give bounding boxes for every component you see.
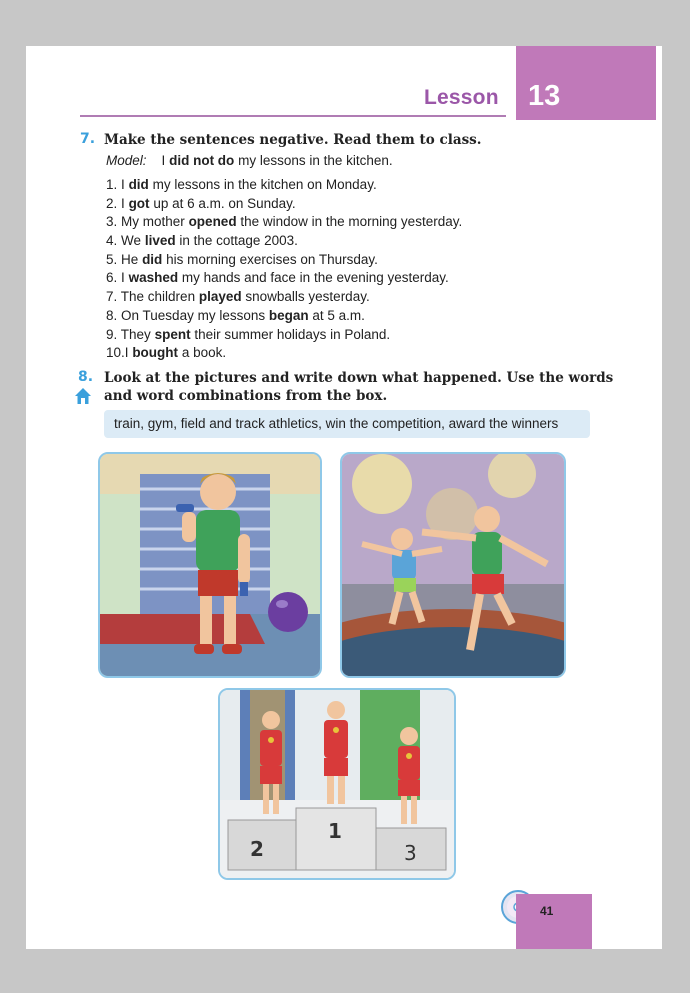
sentence-post: snowballs yesterday.	[245, 289, 370, 305]
exercise-8-title-line1: Look at the pictures and write down what happened. Use the words	[104, 370, 614, 386]
sentence-list	[106, 176, 462, 363]
sentence-item	[106, 307, 462, 326]
sentence-verb: got	[128, 195, 150, 211]
model-post: my lessons in the kitchen.	[238, 153, 393, 168]
word-box-text: train, gym, field and track athletics, win the competition, award the winners	[114, 416, 559, 431]
sentence-post: in the cottage 2003.	[179, 233, 298, 249]
sentence-pre: He	[121, 251, 139, 267]
sentence-post: my lessons in the kitchen on Monday.	[152, 177, 377, 192]
sentence-post: their summer holidays in Poland.	[194, 326, 391, 342]
sentence-verb: spent	[154, 326, 191, 342]
picture-gym	[98, 452, 322, 678]
sentence-pre: They	[120, 326, 151, 342]
sentence-number: 7.	[106, 289, 118, 305]
model-pre: I	[161, 153, 166, 168]
sentence-post: at 5 a.m.	[312, 307, 365, 323]
textbook-page	[26, 46, 662, 949]
picture-race	[340, 452, 566, 678]
sentence-pre: I	[121, 270, 125, 286]
sentence-pre: I	[124, 345, 129, 361]
picture-podium	[218, 688, 456, 880]
podium-place-2: 2	[250, 837, 264, 861]
sentence-verb: played	[198, 289, 242, 305]
exercise-7-title: Make the sentences negative. Read them to class.	[104, 132, 482, 148]
model-sentence	[106, 153, 393, 168]
sentence-number: 5.	[106, 251, 118, 267]
sentence-item	[106, 344, 462, 363]
sentence-item	[106, 251, 462, 270]
page-number-box	[516, 894, 592, 949]
page-number: 41	[540, 904, 554, 918]
lesson-number: 13	[528, 80, 561, 112]
sentence-item	[106, 269, 462, 288]
sentence-number: 10.	[106, 345, 125, 361]
sentence-post: the window in the morning yesterday.	[240, 214, 463, 230]
sentence-number: 8.	[106, 307, 118, 323]
podium-place-1: 1	[328, 819, 342, 843]
sentence-number: 9.	[106, 326, 118, 342]
sentence-item	[106, 288, 462, 307]
sentence-pre: My mother	[121, 214, 185, 230]
sentence-item	[106, 213, 462, 232]
sentence-item	[106, 232, 462, 251]
sentence-verb: bought	[132, 345, 179, 361]
header-divider	[80, 115, 506, 117]
sentence-item	[106, 326, 462, 345]
sentence-pre: The children	[120, 289, 196, 305]
exercise-8-number: 8.	[78, 369, 94, 385]
sentence-number: 3.	[106, 214, 118, 230]
sentence-verb: lived	[144, 233, 176, 249]
lesson-label: Lesson	[424, 86, 499, 109]
model-bold: did not do	[169, 153, 235, 168]
exercise-7-number: 7.	[80, 131, 96, 147]
sentence-post: my hands and face in the evening yesterday.	[181, 270, 449, 286]
sentence-verb: washed	[128, 270, 179, 286]
sentence-number: 2.	[106, 195, 118, 211]
sentence-verb: did	[128, 177, 149, 192]
sentence-pre: We	[121, 233, 142, 249]
sentence-number: 4.	[106, 233, 118, 249]
exercise-8-title-line2: and word combinations from the box.	[104, 388, 388, 404]
sentence-post: his morning exercises on Thursday.	[166, 251, 378, 267]
sentence-pre: I	[121, 177, 125, 192]
sentence-verb: began	[268, 307, 309, 323]
model-label: Model:	[106, 153, 147, 168]
word-box	[104, 410, 590, 438]
sentence-item	[106, 195, 462, 214]
house-icon	[74, 387, 92, 405]
podium-place-3: 3	[404, 841, 417, 865]
sentence-post: a book.	[181, 345, 227, 361]
sentence-item	[106, 176, 462, 195]
sentence-pre: I	[121, 195, 125, 211]
lesson-number-box	[516, 46, 656, 120]
sentence-number: 6.	[106, 270, 118, 286]
sentence-verb: did	[142, 251, 163, 267]
sentence-number: 1.	[106, 177, 118, 192]
sentence-pre: On Tuesday my lessons	[121, 307, 266, 323]
sentence-post: up at 6 a.m. on Sunday.	[153, 195, 296, 211]
sentence-verb: opened	[188, 214, 237, 230]
